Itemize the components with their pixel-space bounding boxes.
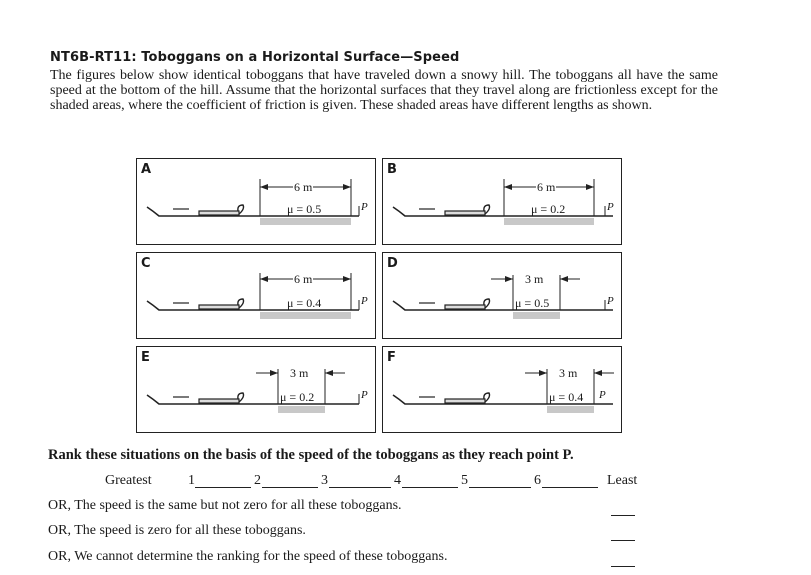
friction-zone — [513, 312, 560, 319]
toboggan-icon — [199, 399, 239, 403]
ranking-question: Rank these situations on the basis of the speed of the toboggans as they reach point P. — [48, 447, 574, 463]
greatest-label: Greatest — [105, 473, 152, 488]
toboggan-diagram — [383, 347, 623, 434]
toboggan-icon — [445, 399, 485, 403]
alternative-same-speed: OR, The speed is the same but not zero for all these toboggans. — [48, 498, 402, 513]
point-p-label: P — [607, 295, 614, 307]
alternative-blank-2[interactable] — [611, 540, 635, 541]
panel-a — [136, 158, 376, 245]
friction-zone — [260, 218, 351, 225]
friction-coefficient: μ = 0.2 — [280, 390, 315, 404]
point-p-label: P — [607, 201, 614, 213]
panel-f — [382, 346, 622, 433]
panel-c — [136, 252, 376, 339]
point-p-label: P — [361, 295, 368, 307]
toboggan-diagram — [137, 159, 377, 246]
panel-label: B — [387, 162, 397, 177]
rank-blank-1[interactable] — [195, 487, 251, 488]
toboggan-diagram — [383, 159, 623, 246]
distance-label: 6 m — [537, 180, 556, 194]
friction-zone — [278, 406, 325, 413]
alternative-blank-3[interactable] — [611, 566, 635, 567]
distance-label: 6 m — [294, 272, 313, 286]
alternative-zero-speed: OR, The speed is zero for all these toboggans. — [48, 523, 306, 538]
rank-number: 4 — [394, 473, 401, 488]
alternative-blank-1[interactable] — [611, 515, 635, 516]
friction-zone — [260, 312, 351, 319]
panel-label: D — [387, 256, 398, 271]
friction-coefficient: μ = 0.5 — [287, 202, 322, 216]
panel-label: A — [141, 162, 152, 177]
panel-e — [136, 346, 376, 433]
friction-coefficient: μ = 0.4 — [549, 390, 584, 404]
least-label: Least — [607, 473, 638, 488]
toboggan-icon — [199, 211, 239, 215]
rank-blank-2[interactable] — [262, 487, 318, 488]
point-p-label: P — [599, 389, 606, 401]
distance-label: 6 m — [294, 180, 313, 194]
friction-zone — [504, 218, 594, 225]
rank-blank-5[interactable] — [469, 487, 531, 488]
point-p-label: P — [361, 201, 368, 213]
panel-b — [382, 158, 622, 245]
friction-coefficient: μ = 0.4 — [287, 296, 322, 310]
distance-label: 3 m — [525, 272, 544, 286]
point-p-label: P — [361, 389, 368, 401]
toboggan-figure-grid — [136, 158, 630, 435]
rank-number: 5 — [461, 473, 468, 488]
panel-label: F — [387, 350, 396, 365]
rank-blank-4[interactable] — [402, 487, 458, 488]
rank-number: 1 — [188, 473, 195, 488]
distance-label: 3 m — [290, 366, 309, 380]
rank-number: 3 — [321, 473, 328, 488]
rank-number: 2 — [254, 473, 261, 488]
panel-label: E — [141, 350, 150, 365]
friction-coefficient: μ = 0.2 — [531, 202, 566, 216]
panel-d — [382, 252, 622, 339]
toboggan-icon — [445, 305, 485, 309]
toboggan-icon — [445, 211, 485, 215]
toboggan-icon — [199, 305, 239, 309]
distance-label: 3 m — [559, 366, 578, 380]
friction-coefficient: μ = 0.5 — [515, 296, 550, 310]
rank-blank-6[interactable] — [542, 487, 598, 488]
page-title: NT6B-RT11: Toboggans on a Horizontal Surface—Speed — [50, 50, 460, 65]
panel-label: C — [141, 256, 151, 271]
rank-blank-3[interactable] — [329, 487, 391, 488]
rank-number: 6 — [534, 473, 541, 488]
friction-zone — [547, 406, 594, 413]
alternative-cannot-determine: OR, We cannot determine the ranking for the speed of these toboggans. — [48, 549, 448, 564]
toboggan-diagram — [137, 347, 377, 434]
intro-paragraph: The figures below show identical toboggans that have traveled down a snowy hill. The toboggans all have the same speed at the bottom of the hill. Assume that the horizontal surfaces that they travel along are frictionless except for the shaded areas, where the coefficient of friction is given. These shaded areas have different lengths as shown. — [50, 68, 718, 113]
toboggan-diagram — [383, 253, 623, 340]
toboggan-diagram — [137, 253, 377, 340]
